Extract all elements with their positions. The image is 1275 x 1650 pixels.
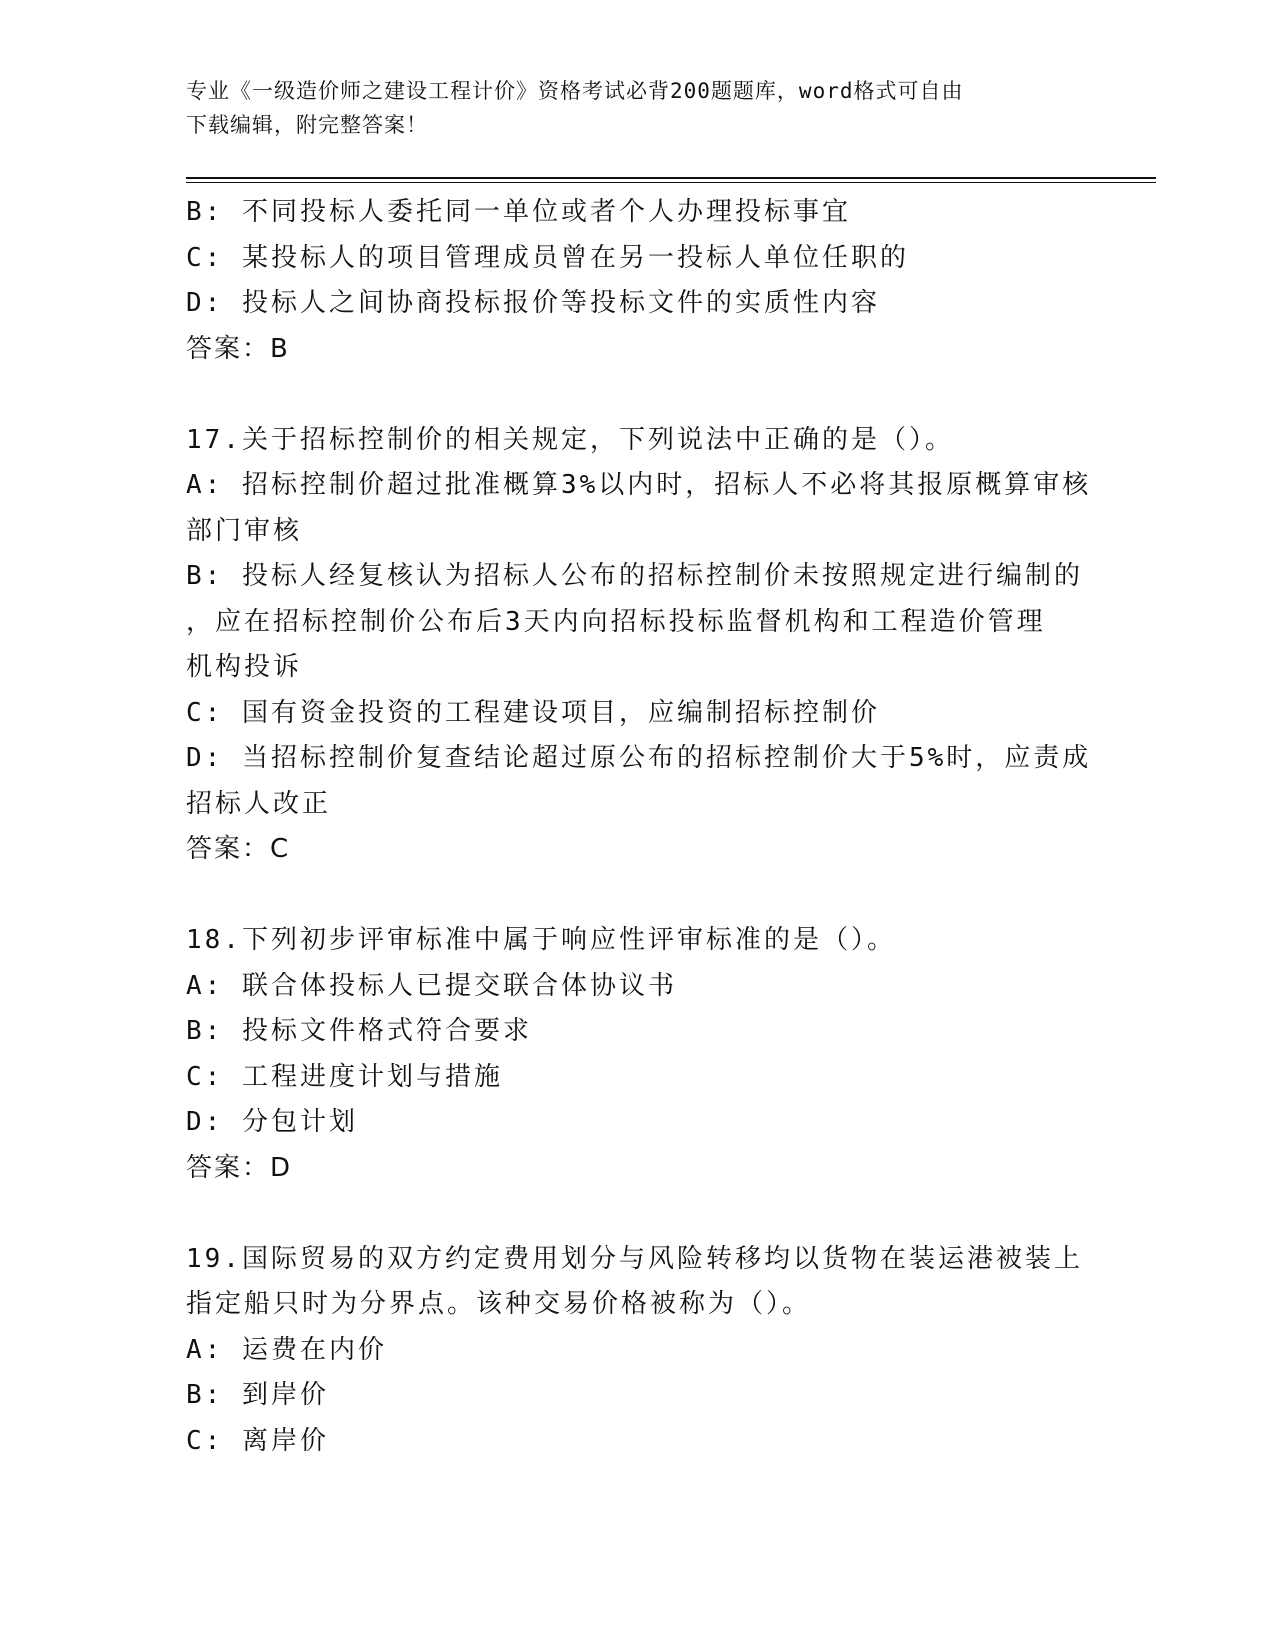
question-17 xyxy=(186,418,1092,873)
question-19 xyxy=(186,1237,1086,1465)
option-b: B: 投标人经复核认为招标人公布的招标控制价未按照规定进行编制的 xyxy=(186,561,1083,591)
option-d: D: 分包计划 xyxy=(186,1107,358,1137)
option-b-cont-1: ，应在招标控制价公布后3天内向招标投标监督机构和工程造价管理 xyxy=(186,606,1046,637)
question-18-text: 18.下列初步评审标准中属于响应性评审标准的是（）。 xyxy=(186,925,896,955)
document-header xyxy=(186,74,1066,142)
header-rule-thin xyxy=(186,182,1156,183)
option-c: C: 某投标人的项目管理成员曾在另一投标人单位任职的 xyxy=(186,242,909,273)
spacer xyxy=(186,873,1086,919)
option-a: A: 招标控制价超过批准概算3%以内时，招标人不必将其报原概算审核 xyxy=(186,470,1092,500)
option-b: B: 到岸价 xyxy=(186,1380,329,1410)
question-16-carryover xyxy=(186,190,1086,372)
option-c: C: 国有资金投资的工程建设项目，应编制招标控制价 xyxy=(186,697,880,728)
option-c: C: 离岸价 xyxy=(186,1425,329,1456)
document-body xyxy=(186,190,1092,1464)
answer-18: 答案：D xyxy=(186,1152,293,1183)
spacer xyxy=(186,1191,1086,1237)
option-b-cont-2: 机构投诉 xyxy=(186,652,303,682)
question-17-text: 17.关于招标控制价的相关规定，下列说法中正确的是（）。 xyxy=(186,424,954,455)
header-rule-thick xyxy=(186,177,1156,179)
header-line-2: 下载编辑，附完整答案！ xyxy=(186,113,428,137)
question-19-text-1: 19.国际贸易的双方约定费用划分与风险转移均以货物在装运港被装上 xyxy=(186,1243,1083,1274)
option-a: A: 联合体投标人已提交联合体协议书 xyxy=(186,970,677,1001)
option-d-cont: 招标人改正 xyxy=(186,788,332,819)
option-d: D: 当招标控制价复查结论超过原公布的招标控制价大于5%时，应责成 xyxy=(186,743,1092,773)
option-a: A: 运费在内价 xyxy=(186,1334,387,1365)
option-d: D: 投标人之间协商投标报价等投标文件的实质性内容 xyxy=(186,288,880,318)
question-19-text-2: 指定船只时为分界点。该种交易价格被称为（）。 xyxy=(186,1289,812,1319)
answer-17: 答案：C xyxy=(186,834,291,864)
option-c: C: 工程进度计划与措施 xyxy=(186,1061,503,1092)
header-line-1: 专业《一级造价师之建设工程计价》资格考试必背200题题库，word格式可自由 xyxy=(186,79,964,103)
option-b: B: 不同投标人委托同一单位或者个人办理投标事宜 xyxy=(186,197,851,227)
question-18 xyxy=(186,918,1086,1191)
answer-16: 答案：B xyxy=(186,333,290,364)
spacer xyxy=(186,372,1086,418)
option-a-cont: 部门审核 xyxy=(186,515,303,546)
option-b: B: 投标文件格式符合要求 xyxy=(186,1016,532,1046)
